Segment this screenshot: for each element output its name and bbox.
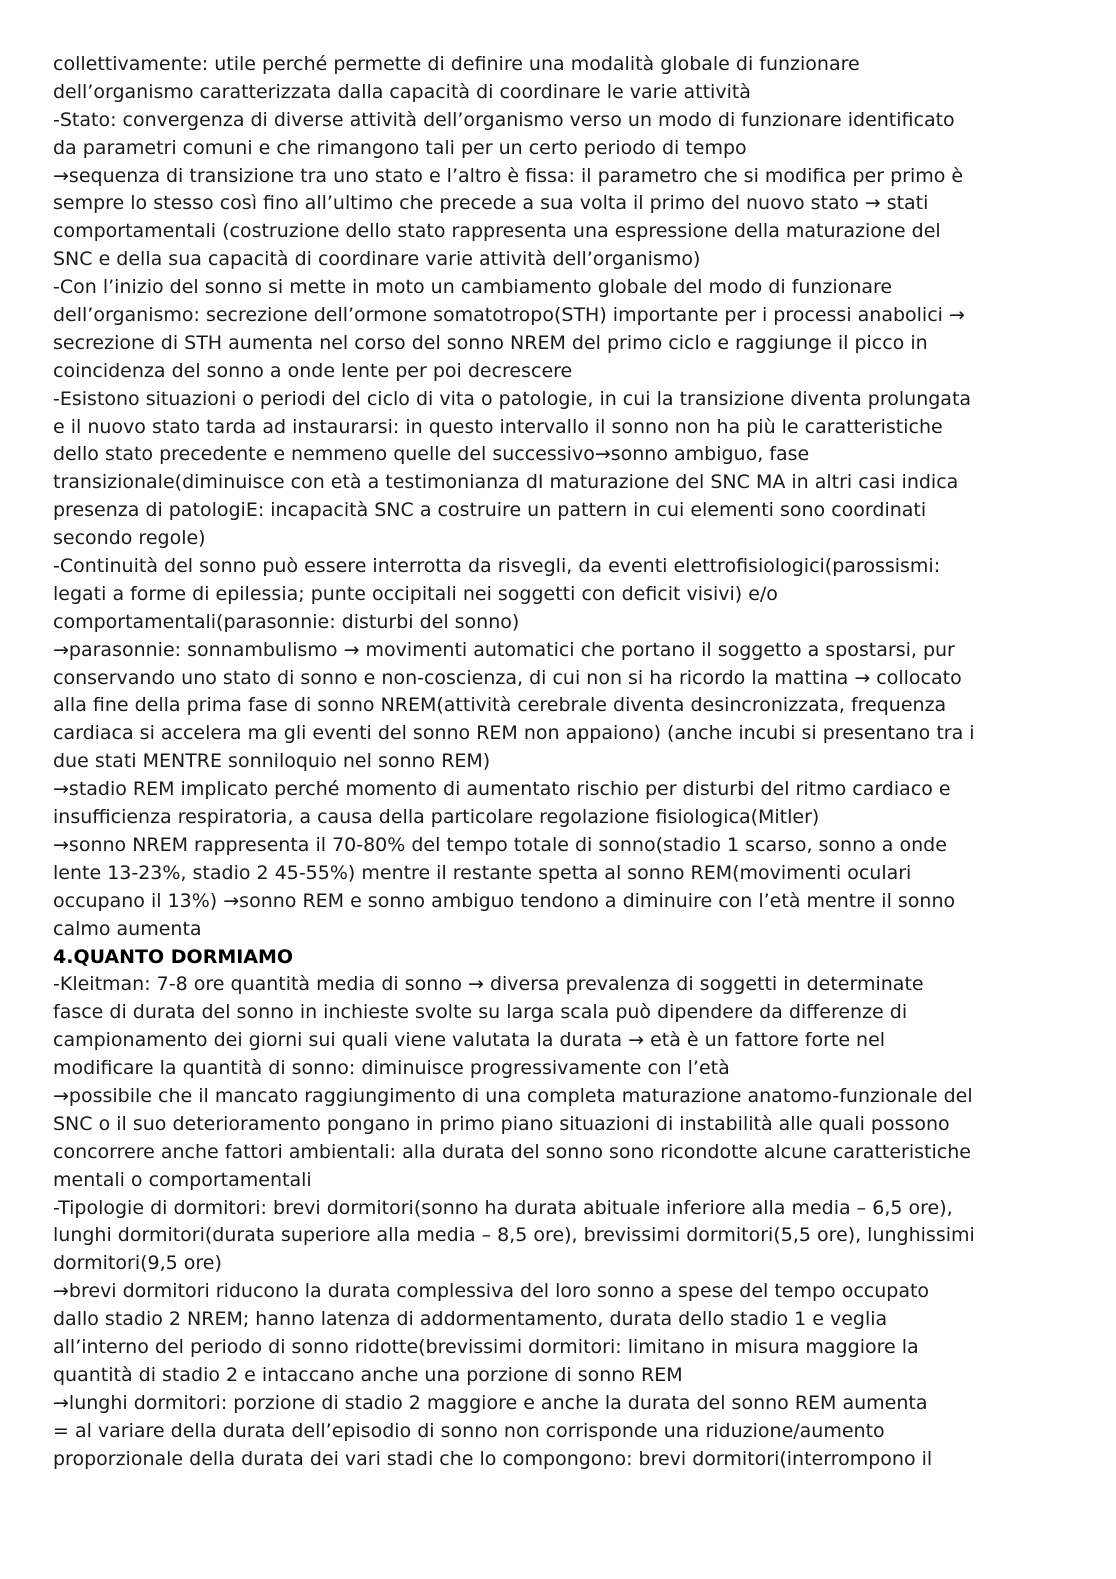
text-line: fasce di durata del sonno in inchieste svolte su larga scala può dipendere da differenze di: [53, 1001, 908, 1024]
text-line: →brevi dormitori riducono la durata complessiva del loro sonno a spese del tempo occupato: [53, 1280, 930, 1303]
text-line: insufficienza respiratoria, a causa della particolare regolazione fisiologica(Mitler): [53, 806, 820, 829]
text-line: →stadio REM implicato perché momento di aumentato rischio per disturbi del ritmo cardiaco e: [53, 778, 951, 801]
text-line: dell’organismo: secrezione dell’ormone somatotropo(STH) importante per i processi anabolici →: [53, 304, 965, 327]
text-line: collettivamente: utile perché permette di definire una modalità globale di funzionare: [53, 53, 860, 75]
text-line: secondo regole): [53, 527, 206, 550]
text-line: all’interno del periodo di sonno ridotte(brevissimi dormitori: limitano in misura maggiore la: [53, 1335, 919, 1358]
text-line: →lunghi dormitori: porzione di stadio 2 maggiore e anche la durata del sonno REM aumenta: [53, 1391, 928, 1414]
text-line: coincidenza del sonno a onde lente per poi decrescere: [53, 359, 573, 382]
text-line: -Esistono situazioni o periodi del ciclo di vita o patologie, in cui la transizione diventa prolungata: [53, 387, 972, 410]
text-line: dello stato precedente e nemmeno quelle del successivo→sonno ambiguo, fase: [53, 443, 810, 466]
text-line: dormitori(9,5 ore): [53, 1252, 222, 1275]
text-line: concorrere anche fattori ambientali: alla durata del sonno sono ricondotte alcune caratteristiche: [53, 1140, 971, 1163]
text-line: -Continuità del sonno può essere interrotta da risvegli, da eventi elettrofisiologici(parossismi:: [53, 555, 941, 578]
text-line: legati a forme di epilessia; punte occipitali nei soggetti con deficit visivi) e/o: [53, 582, 778, 605]
text-line: →parasonnie: sonnambulismo → movimenti automatici che portano il soggetto a spostarsi, pur: [53, 638, 955, 661]
text-line: da parametri comuni e che rimangono tali per un certo periodo di tempo: [53, 136, 747, 159]
text-line: cardiaca si accelera ma gli eventi del sonno REM non appaiono) (anche incubi si presentano tra i: [53, 722, 975, 745]
text-line: SNC o il suo deterioramento pongano in primo piano situazioni di instabilità alle quali possono: [53, 1112, 950, 1135]
text-line: SNC e della sua capacità di coordinare varie attività dell’organismo): [53, 248, 701, 271]
text-line: →possibile che il mancato raggiungimento di una completa maturazione anatomo-funzionale del: [53, 1084, 973, 1107]
text-line: proporzionale della durata dei vari stadi che lo compongono: brevi dormitori(interrompono il: [53, 1447, 933, 1470]
text-line: dell’organismo caratterizzata dalla capacità di coordinare le varie attività: [53, 80, 751, 103]
text-line: dallo stadio 2 NREM; hanno latenza di addormentamento, durata dello stadio 1 e veglia: [53, 1308, 888, 1331]
text-line: -Kleitman: 7-8 ore quantità media di sonno → diversa prevalenza di soggetti in determinate: [53, 973, 924, 996]
text-line: mentali o comportamentali: [53, 1168, 312, 1191]
text-line: →sonno NREM rappresenta il 70-80% del tempo totale di sonno(stadio 1 scarso, sonno a onde: [53, 833, 947, 856]
text-line: = al variare della durata dell’episodio di sonno non corrisponde una riduzione/aumento: [53, 1419, 885, 1442]
text-line: sempre lo stesso così fino all’ultimo che precede a sua volta il primo del nuovo stato → stati: [53, 192, 929, 215]
text-line: campionamento dei giorni sui quali viene valutata la durata → età è un fattore forte nel: [53, 1029, 886, 1052]
text-line: lente 13-23%, stadio 2 45-55%) mentre il restante spetta al sonno REM(movimenti oculari: [53, 861, 912, 884]
text-line: →sequenza di transizione tra uno stato e l’altro è fissa: il parametro che si modifica per primo è: [53, 164, 964, 187]
text-line: presenza di patologiE: incapacità SNC a costruire un pattern in cui elementi sono coordinati: [53, 499, 927, 522]
text-line: comportamentali(parasonnie: disturbi del sonno): [53, 610, 520, 633]
text-line: quantità di stadio 2 e intaccano anche una porzione di sonno REM: [53, 1363, 683, 1386]
text-line: occupano il 13%) →sonno REM e sonno ambiguo tendono a diminuire con l’età mentre il sonno: [53, 889, 956, 912]
document-text-column: [53, 51, 1063, 1473]
text-line: -Con l’inizio del sonno si mette in moto un cambiamento globale del modo di funzionare: [53, 276, 893, 299]
text-line: alla fine della prima fase di sonno NREM(attività cerebrale diventa desincronizzata, frequenza: [53, 694, 947, 717]
text-line: conservando uno stato di sonno e non-coscienza, di cui non si ha ricordo la mattina → collocato: [53, 666, 962, 689]
text-line: e il nuovo stato tarda ad instaurarsi: in questo intervallo il sonno non ha più le caratteristiche: [53, 415, 943, 438]
text-line: lunghi dormitori(durata superiore alla media – 8,5 ore), brevissimi dormitori(5,5 ore), lunghissimi: [53, 1224, 975, 1247]
text-line: -Stato: convergenza di diverse attività dell’organismo verso un modo di funzionare identificato: [53, 108, 955, 131]
text-line: secrezione di STH aumenta nel corso del sonno NREM del primo ciclo e raggiunge il picco in: [53, 331, 928, 354]
text-line: calmo aumenta: [53, 917, 202, 940]
text-line: transizionale(diminuisce con età a testimonianza dI maturazione del SNC MA in altri casi indica: [53, 471, 959, 494]
section-heading: 4.QUANTO DORMIAMO: [53, 945, 294, 968]
text-line: comportamentali (costruzione dello stato rappresenta una espressione della maturazione del: [53, 220, 941, 243]
text-line: due stati MENTRE sonniloquio nel sonno REM): [53, 750, 491, 773]
text-line: modificare la quantità di sonno: diminuisce progressivamente con l’età: [53, 1057, 730, 1080]
text-line: -Tipologie di dormitori: brevi dormitori(sonno ha durata abituale inferiore alla media – 6,5 ore),: [53, 1196, 953, 1219]
